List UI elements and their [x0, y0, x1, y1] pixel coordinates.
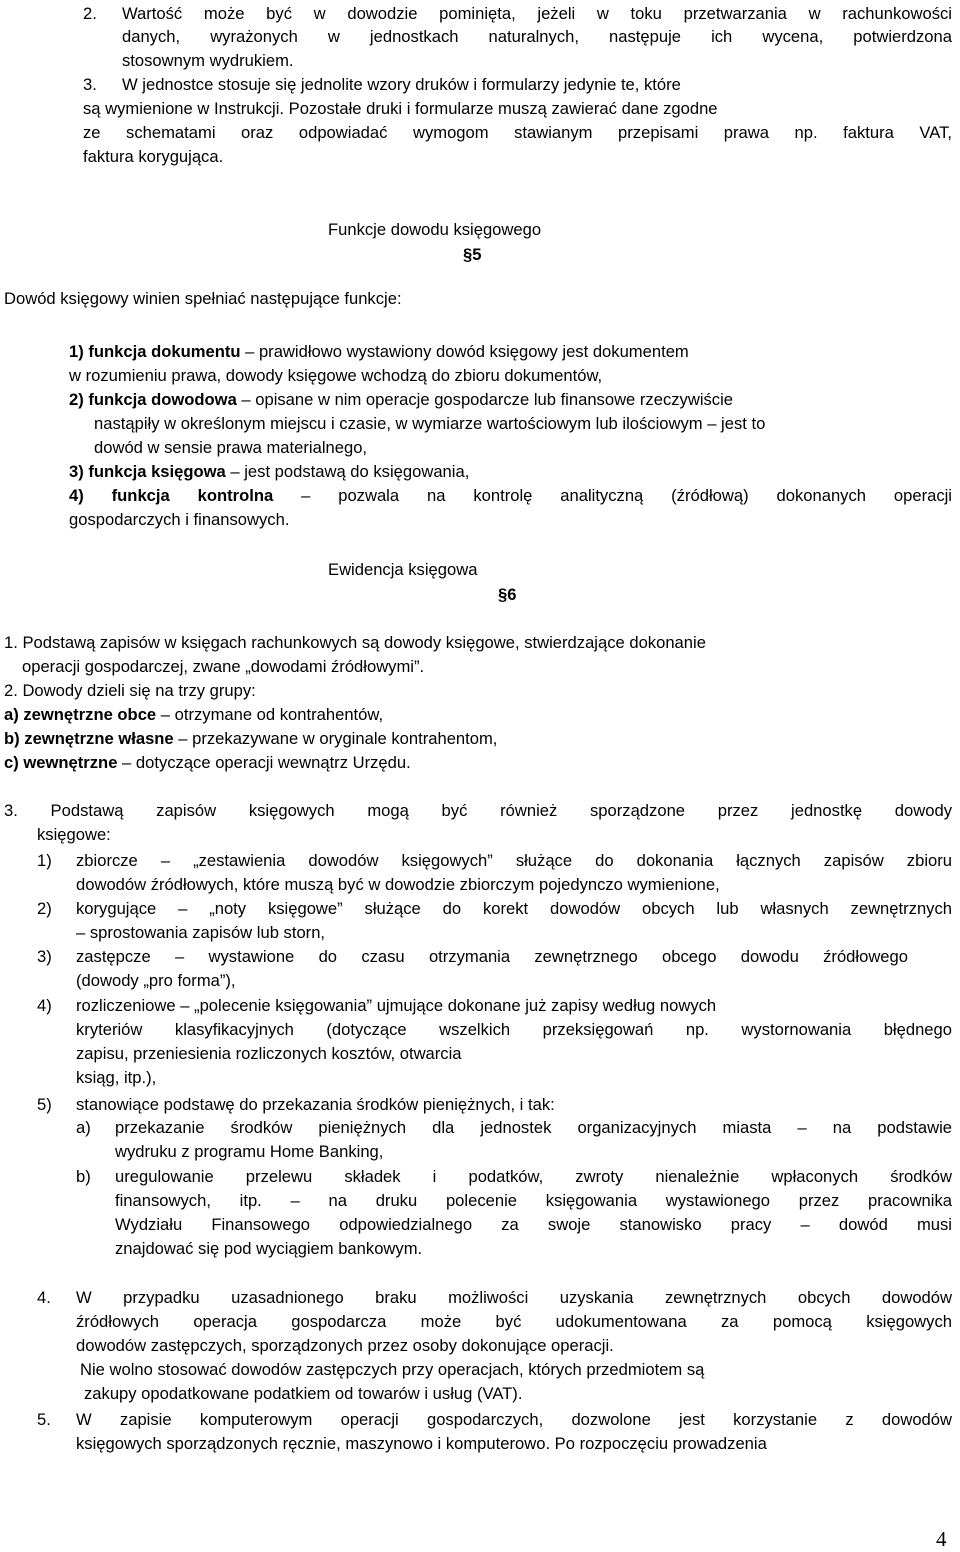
section6-heading: Ewidencja księgowa	[328, 560, 478, 579]
sub5-item-number: b)	[76, 1167, 91, 1186]
section6-p3-line: 3. Podstawą zapisów księgowych mogą być również sporządzone przez jednostkę dowody	[4, 801, 952, 820]
sub-item-line: ksiąg, itp.),	[76, 1068, 157, 1087]
sub-item-line: rozliczeniowe – „polecenie księgowania” ujmujące dokonane już zapisy według nowych	[76, 996, 717, 1015]
sub-item-line: dowodów źródłowych, które muszą być w dowodzie zbiorczym pojedynczo wymienione,	[76, 875, 720, 894]
sub-item-line: zastępcze – wystawione do czasu otrzymania zewnętrznego obcego dowodu źródłowego	[76, 947, 908, 966]
function-item-continuation: w rozumieniu prawa, dowody księgowe wchodzą do zbioru dokumentów,	[69, 366, 603, 385]
sub5-item-line: Wydziału Finansowego odpowiedzialnego za swoje stanowisko pracy – dowód musi	[115, 1215, 952, 1234]
function-item-continuation: gospodarczych i finansowych.	[69, 510, 290, 529]
section6-p1-line: operacji gospodarczej, zwane „dowodami źródłowymi”.	[22, 657, 425, 676]
section6-p3-line: księgowe:	[37, 825, 111, 844]
intro-item3-line: ze schematami oraz odpowiadać wymogom stawianym przepisami prawa np. faktura VAT,	[83, 123, 952, 142]
intro-item2-line: Wartość może być w dowodzie pominięta, jeżeli w toku przetwarzania w rachunkowości	[122, 4, 952, 23]
function-item: 3) funkcja księgowa – jest podstawą do księgowania,	[69, 462, 470, 481]
sub-item-line: – sprostowania zapisów lub storn,	[76, 923, 326, 942]
sub-item-number: 4)	[37, 996, 52, 1015]
intro-item3-number: 3.	[83, 75, 97, 94]
sub5-item-line: uregulowanie przelewu składek i podatków, zwroty nienależnie wpłaconych środków	[115, 1167, 952, 1186]
sub-item-line: kryteriów klasyfikacyjnych (dotyczące wszelkich przeksięgowań np. wystornowania błędnego	[76, 1020, 952, 1039]
section6-p4-number: 4.	[37, 1288, 51, 1307]
intro-item3-line: faktura korygująca.	[83, 147, 224, 166]
intro-item3-line: W jednostce stosuje się jednolite wzory druków i formularzy jedynie te, które	[122, 75, 681, 94]
section5-heading: Funkcje dowodu księgowego	[328, 220, 542, 239]
page-number: 4	[936, 1527, 947, 1551]
sub5-item-line: finansowych, itp. – na druku polecenie księgowania wystawionego przez pracownika	[115, 1191, 952, 1210]
sub5-item-line: wydruku z programu Home Banking,	[115, 1142, 384, 1161]
intro-item2-number: 2.	[83, 4, 97, 23]
section6-p4-line: dowodów zastępczych, sporządzonych przez osoby dokonujące operacji.	[76, 1336, 614, 1355]
section6-p4-line: W przypadku uzasadnionego braku możliwości uzyskania zewnętrznych obcych dowodów	[76, 1288, 952, 1307]
function-item-continuation: dowód w sensie prawa materialnego,	[94, 438, 368, 457]
sub5-item-number: a)	[76, 1118, 91, 1137]
section6-p5-number: 5.	[37, 1410, 51, 1429]
section6-number: 6	[507, 585, 517, 604]
sub-item-line: (dowody „pro forma”),	[76, 971, 236, 990]
section6-p5-line: księgowych sporządzonych ręcznie, maszynowo i komputerowo. Po rozpoczęciu prowadzenia	[76, 1434, 767, 1453]
sub5-item-line: przekazanie środków pieniężnych dla jednostek organizacyjnych miasta – na podstawie	[115, 1118, 952, 1137]
sub-item-line: zbiorcze – „zestawienia dowodów księgowych” służące do dokonania łącznych zapisów zbioru	[76, 851, 952, 870]
section6-p4-extra-line: zakupy opodatkowane podatkiem od towarów i usług (VAT).	[84, 1384, 523, 1403]
intro-item2-line: danych, wyrażonych w jednostkach naturalnych, następuje ich wycena, potwierdzona	[122, 27, 952, 46]
section6-p1-line: 1. Podstawą zapisów w księgach rachunkowych są dowody księgowe, stwierdzające dokonanie	[4, 633, 706, 652]
function-item: 1) funkcja dokumentu – prawidłowo wystawiony dowód księgowy jest dokumentem	[69, 342, 689, 361]
section5-paragraph-sign: §5	[463, 245, 482, 264]
sub5-item-line: znajdować się pod wyciągiem bankowym.	[115, 1239, 423, 1258]
section5-lead: Dowód księgowy winien spełniać następujące funkcje:	[4, 289, 402, 308]
function-item: 4) funkcja kontrolna – pozwala na kontrolę analityczną (źródłową) dokonanych operacji	[69, 486, 952, 505]
sub-item-number: 5)	[37, 1095, 52, 1114]
section5-number: 5	[472, 245, 482, 264]
intro-item3-line: są wymienione w Instrukcji. Pozostałe druki i formularze muszą zawierać dane zgodne	[83, 99, 718, 118]
sub-item-line: korygujące – „noty księgowe” służące do korekt dowodów obcych lub własnych zewnętrznych	[76, 899, 952, 918]
sub-item-number: 2)	[37, 899, 52, 918]
function-item-continuation: nastąpiły w określonym miejscu i czasie, w wymiarze wartościowym lub ilościowym – jest to	[94, 414, 766, 433]
sub-item-line: zapisu, przeniesienia rozliczonych kosztów, otwarcia	[76, 1044, 462, 1063]
intro-item2-line: stosownym wydrukiem.	[122, 51, 294, 70]
section6-p2: 2. Dowody dzieli się na trzy grupy:	[4, 681, 256, 700]
section6-p5-line: W zapisie komputerowym operacji gospodarczych, dozwolone jest korzystanie z dowodów	[76, 1410, 952, 1429]
group-item: a) zewnętrzne obce – otrzymane od kontrahentów,	[4, 705, 384, 724]
function-item: 2) funkcja dowodowa – opisane w nim operacje gospodarcze lub finansowe rzeczywiście	[69, 390, 734, 409]
sub-item-number: 3)	[37, 947, 52, 966]
section6-p4-extra-line: Nie wolno stosować dowodów zastępczych przy operacjach, których przedmiotem są	[80, 1360, 705, 1379]
sub-item-number: 1)	[37, 851, 52, 870]
group-item: b) zewnętrzne własne – przekazywane w oryginale kontrahentom,	[4, 729, 498, 748]
section6-p4-line: źródłowych operacja gospodarcza może być udokumentowana za pomocą księgowych	[76, 1312, 952, 1331]
sub-item-line: stanowiące podstawę do przekazania środków pieniężnych, i tak:	[76, 1095, 555, 1114]
group-item: c) wewnętrzne – dotyczące operacji wewnątrz Urzędu.	[4, 753, 411, 772]
section6-paragraph-sign: §6	[498, 585, 517, 604]
